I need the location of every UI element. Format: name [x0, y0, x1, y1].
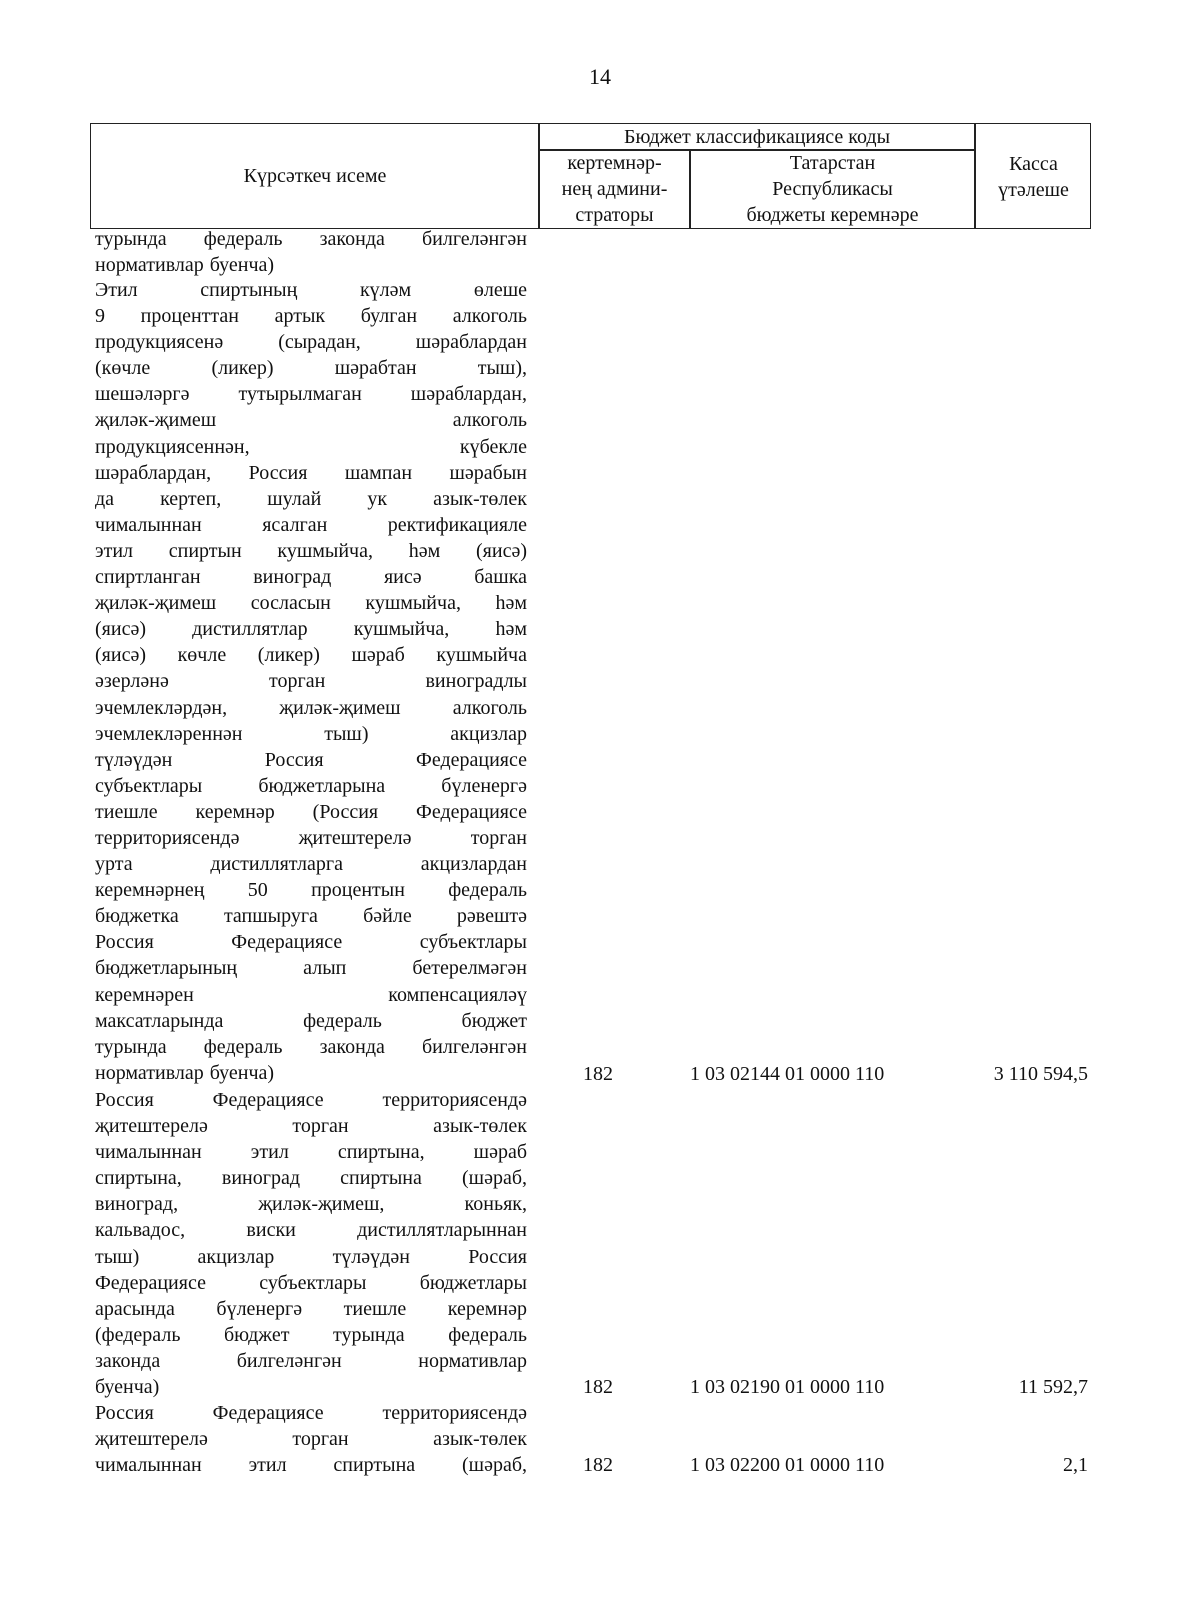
description-line: нормативлар буенча) — [95, 254, 275, 277]
row-4-admin-code: 182 — [583, 1454, 613, 1476]
description-line: бюджетка тапшыруга бәйле рәвештә — [95, 905, 527, 928]
description-line: тиешле керемнәр (Россия Федерациясе — [95, 800, 527, 823]
header-budget-classification-codes: Бюджет классификациясе коды — [623, 126, 891, 148]
description-line: спиртланган виноград яисә башка — [95, 566, 527, 589]
row-2-description — [95, 277, 527, 1086]
description-line: спиртына, виноград спиртына (шәраб, — [95, 1167, 527, 1190]
row-3-budget-code: 1 03 02190 01 0000 110 — [690, 1376, 885, 1398]
description-line: 9 проценттан артык булган алкоголь — [95, 305, 527, 328]
header-tatarstan-revenues: Татарстан Республикасы бюджеты керемнәре — [746, 152, 919, 226]
description-line: нормативлар буенча) — [95, 1061, 275, 1084]
description-line: Федерациясе субъектлары бюджетлары — [95, 1271, 527, 1294]
description-line: (яисә) көчле (ликер) шәраб кушмыйча — [95, 644, 527, 667]
row-3-admin-code: 182 — [583, 1376, 613, 1398]
description-line: этил спиртын кушмыйча, һәм (яисә) — [95, 539, 527, 562]
row-3-cash-amount: 11 592,7 — [1018, 1376, 1088, 1398]
description-line: (көчле (ликер) шәрабтан тыш), — [95, 357, 527, 380]
description-line: продукциясенә (сырадан, шәраблардан — [95, 331, 527, 354]
description-line: урта дистиллятларга акцизлардан — [95, 853, 527, 876]
description-line: керемнәрен компенсацияләү — [95, 983, 527, 1006]
description-line: законда билгеләнгән нормативлар — [95, 1349, 527, 1372]
description-line: әзерләнә торган виноградлы — [95, 670, 527, 693]
description-line: турында федераль законда билгеләнгән — [95, 228, 527, 250]
description-line: субъектлары бюджетларына бүленергә — [95, 774, 527, 797]
page-number: 14 — [589, 64, 611, 89]
description-line: виноград, җиләк-җимеш, коньяк, — [95, 1193, 527, 1216]
description-line: продукциясеннән, күбекле — [95, 435, 527, 458]
description-line: арасында бүленергә тиешле керемнәр — [95, 1297, 527, 1320]
description-line: Россия Федерациясе территориясендә — [95, 1089, 527, 1111]
header-divider — [689, 150, 691, 228]
row-2-budget-code: 1 03 02144 01 0000 110 — [690, 1063, 885, 1085]
description-line: чималыннан этил спиртына (шәраб, — [95, 1454, 527, 1477]
description-line: җиләк-җимеш сосласын кушмыйча, һәм — [95, 592, 527, 615]
row-4-description — [95, 1400, 527, 1478]
row-1-description — [95, 226, 527, 278]
description-line: чималыннан ясалган ректификацияле — [95, 513, 527, 536]
description-line: чималыннан этил спиртына, шәраб — [95, 1141, 527, 1164]
description-line: да кертеп, шулай ук азык-төлек — [95, 487, 527, 510]
header-cash-execution: Касса үтәлеше — [998, 153, 1069, 201]
description-line: турында федераль законда билгеләнгән — [95, 1035, 527, 1058]
description-line: максатларында федераль бюджет — [95, 1009, 527, 1032]
header-revenue-administrators: кертемнәр- нең админи- страторы — [561, 152, 668, 226]
description-line: җиләк-җимеш алкоголь — [95, 409, 527, 432]
description-line: җитештерелә торган азык-төлек — [95, 1115, 527, 1138]
description-line: Россия Федерациясе субъектлары — [95, 931, 527, 954]
row-3-description — [95, 1087, 527, 1400]
description-line: керемнәрнең 50 процентын федераль — [95, 879, 527, 902]
description-line: түләүдән Россия Федерациясе — [95, 748, 527, 771]
row-2-admin-code: 182 — [583, 1063, 613, 1085]
row-2-cash-amount: 3 110 594,5 — [993, 1063, 1088, 1085]
description-line: Россия Федерациясе территориясендә — [95, 1402, 527, 1424]
description-line: эчемлекләрдән, җиләк-җимеш алкоголь — [95, 696, 527, 719]
description-line: территориясендә җитештерелә торган — [95, 826, 527, 849]
description-line: бюджетларының алып бетерелмәгән — [95, 957, 527, 980]
description-line: (яисә) дистиллятлар кушмыйча, һәм — [95, 618, 527, 641]
description-line: кальвадос, виски дистиллятларыннан — [95, 1219, 527, 1242]
description-line: шәраблардан, Россия шампан шәрабын — [95, 461, 527, 484]
description-line: шешәләргә тутырылмаган шәраблардан, — [95, 383, 527, 406]
header-divider — [538, 149, 975, 151]
description-line: Этил спиртының күләм өлеше — [95, 279, 527, 301]
header-divider — [974, 124, 976, 228]
row-4-cash-amount: 2,1 — [1063, 1454, 1088, 1476]
row-4-budget-code: 1 03 02200 01 0000 110 — [690, 1454, 885, 1476]
description-line: эчемлекләреннән тыш) акцизлар — [95, 722, 527, 745]
table-header — [90, 123, 1091, 229]
description-line: буенча) — [95, 1376, 160, 1399]
description-line: (федераль бюджет турында федераль — [95, 1323, 527, 1346]
description-line: тыш) акцизлар түләүдән Россия — [95, 1245, 527, 1268]
description-line: җитештерелә торган азык-төлек — [95, 1428, 527, 1451]
header-divider — [538, 124, 540, 228]
header-indicator-name: Күрсәткеч исеме — [243, 165, 387, 187]
